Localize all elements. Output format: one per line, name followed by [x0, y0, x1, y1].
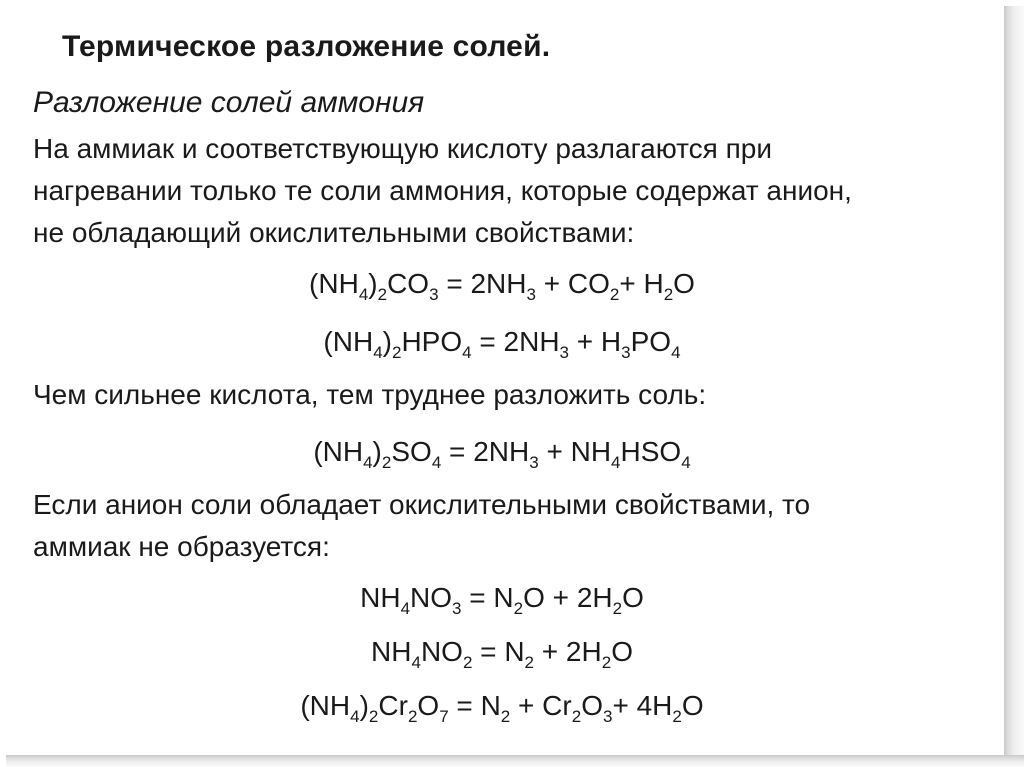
- equation-text: HPO: [401, 326, 463, 357]
- equation-text: = 2NH: [438, 268, 527, 299]
- equation-text: + H: [569, 326, 622, 357]
- equation-subscript: 4: [671, 343, 681, 362]
- equation: [0, 326, 1004, 362]
- equation-text: + H: [619, 268, 664, 299]
- equation-text: Cr: [378, 690, 408, 721]
- equation-text: O: [622, 582, 644, 613]
- equation-text: O: [417, 690, 440, 721]
- equation-text: = 2NH: [471, 326, 560, 357]
- equation-subscript: 3: [452, 599, 462, 618]
- equation-text: = N: [448, 690, 501, 721]
- equation-subscript: 4: [373, 343, 383, 362]
- equation-subscript: 7: [439, 707, 449, 726]
- equation-subscript: 2: [381, 453, 392, 472]
- equation-subscript: 3: [526, 285, 536, 304]
- equation-text: HSO: [620, 436, 682, 467]
- paragraph-line: не обладающий окислительными свойствами:: [33, 217, 635, 248]
- equation-text: + Cr: [510, 690, 572, 721]
- equation-subscript: 2: [368, 707, 379, 726]
- equation-text: + 2H: [534, 636, 602, 667]
- equation-subscript: 2: [391, 343, 402, 362]
- paragraph-line: нагревании только те соли аммония, которые содержат анион,: [33, 175, 852, 206]
- equation-text: CO: [387, 268, 430, 299]
- equation-text: + 4H: [612, 690, 673, 721]
- equation-text: + NH: [538, 436, 612, 467]
- equation-text: = 2NH: [441, 436, 530, 467]
- equation-text: O: [581, 690, 603, 721]
- equation-text: O: [611, 636, 633, 667]
- paragraph-line: аммиак не образуется:: [33, 531, 330, 562]
- equation-subscript: 2: [513, 599, 524, 618]
- equation-subscript: 4: [611, 453, 621, 472]
- equation-text: = N: [461, 582, 514, 613]
- equation-text: NH: [360, 582, 401, 613]
- equation-subscript: 4: [358, 285, 369, 304]
- slide-shadow-bottom: [6, 755, 1024, 767]
- equation-subscript: 4: [400, 599, 411, 618]
- equation-text: ): [372, 436, 382, 467]
- equation-text: (NH: [300, 690, 351, 721]
- equation-text: ): [368, 268, 378, 299]
- equation-subscript: 3: [429, 285, 439, 304]
- slide-title: Термическое разложение солей.: [62, 30, 551, 63]
- equation-subscript: 2: [571, 707, 582, 726]
- equation-subscript: 3: [621, 343, 631, 362]
- equation-text: (NH: [313, 436, 364, 467]
- equation-subscript: 4: [363, 453, 373, 472]
- equation: [0, 436, 1004, 472]
- equation-subscript: 4: [462, 343, 472, 362]
- equation-text: NO: [420, 636, 463, 667]
- equation-text: + CO: [535, 268, 610, 299]
- equation-subscript: 2: [407, 707, 418, 726]
- equation-subscript: 3: [602, 707, 613, 726]
- equation-text: PO: [630, 326, 672, 357]
- equation-subscript: 2: [524, 653, 535, 672]
- equation-subscript: 2: [663, 285, 674, 304]
- equation: [0, 268, 1004, 304]
- equation-subscript: 2: [672, 707, 682, 726]
- equation-subscript: 4: [431, 453, 442, 472]
- equation-text: O + 2H: [523, 582, 613, 613]
- equation-subscript: 2: [609, 285, 620, 304]
- paragraph-line: Чем сильнее кислота, тем труднее разложить соль:: [33, 379, 707, 410]
- equation: [0, 582, 1004, 618]
- equation: [0, 690, 1004, 726]
- equation-subscript: 4: [681, 453, 691, 472]
- equation-subscript: 2: [377, 285, 388, 304]
- equation-subscript: 4: [411, 653, 421, 672]
- paragraph-line: Если анион соли обладает окислительными свойствами, то: [33, 489, 811, 520]
- equation-subscript: 2: [462, 653, 473, 672]
- equation: [0, 636, 1004, 672]
- equation-subscript: 3: [559, 343, 570, 362]
- equation-subscript: 2: [500, 707, 511, 726]
- slide-shadow-right: [1004, 6, 1024, 767]
- equation-subscript: 2: [601, 653, 612, 672]
- equation-text: NO: [410, 582, 453, 613]
- paragraph-line: На аммиак и соответствующую кислоту разлагаются при: [33, 133, 772, 164]
- equation-text: NH: [371, 636, 412, 667]
- equation-text: O: [681, 690, 704, 721]
- equation-subscript: 3: [529, 453, 539, 472]
- equation-text: ): [382, 326, 392, 357]
- equation-text: ): [359, 690, 369, 721]
- equation-text: SO: [391, 436, 432, 467]
- equation-text: (NH: [323, 326, 374, 357]
- slide-subtitle: Разложение солей аммония: [33, 86, 425, 119]
- equation-subscript: 2: [612, 599, 623, 618]
- equation-subscript: 4: [350, 707, 360, 726]
- equation-text: = N: [472, 636, 525, 667]
- equation-text: O: [673, 268, 695, 299]
- equation-text: (NH: [309, 268, 359, 299]
